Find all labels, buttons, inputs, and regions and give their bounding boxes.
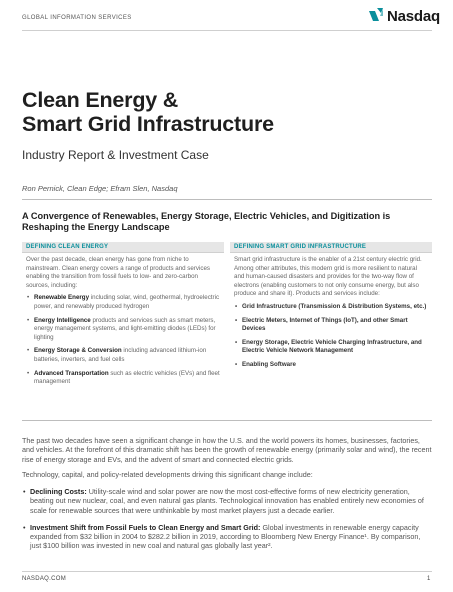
- list-item: • Grid Infrastructure (Transmission & Distribution Systems, etc.): [234, 303, 428, 312]
- page-number: 1: [427, 576, 431, 582]
- section-heading: A Convergence of Renewables, Energy Storage, Electric Vehicles, and Digitization is Reshaping the Energy Landscape: [22, 211, 391, 232]
- clean-energy-box: [22, 242, 224, 392]
- body-paragraph-2: Technology, capital, and policy-related developments driving this significant change include:: [22, 470, 313, 479]
- nasdaq-logo: [368, 7, 440, 25]
- list-item: • Advanced Transportation such as electric vehicles (EVs) and fleet management: [26, 370, 220, 387]
- list-item: • Renewable Energy including solar, wind, geothermal, hydroelectric power, and renewably produced hydrogen: [26, 294, 220, 311]
- list-item: • Energy Storage, Electric Vehicle Charging Infrastructure, and Electric Vehicle Network Management: [234, 339, 428, 356]
- list-item: • Investment Shift from Fossil Fuels to Clean Energy and Smart Grid: Global investments in renewable energy capacity expanded from $32 billion in 2004 to $282.2 billion in 2019, according to Bloomberg New Energy Finance¹. By comparison, just $100 billion was invested in new coal and natural gas globally last year².: [22, 523, 432, 551]
- footer-site: NASDAQ.COM: [22, 576, 67, 582]
- clean-energy-list: [26, 294, 220, 386]
- smart-grid-list: [234, 303, 428, 370]
- smart-grid-intro: Smart grid infrastructure is the enabler of a 21st century electric grid. Among other attributes, this modern grid is more resilient to natural and human-caused disasters and provides for the two-way flow of electrons (enabling customers to not only consume energy, but also produce and share it). Products and services include:: [234, 256, 422, 298]
- list-item: • Energy Intelligence products and services such as smart meters, energy management systems, and light-emitting diodes (LEDs) for lighting: [26, 317, 220, 343]
- list-item: • Energy Storage & Conversion including advanced lithium-ion batteries, inverters, and fuel cells: [26, 347, 220, 364]
- footer-divider: [22, 571, 432, 572]
- nasdaq-chevron-icon: [368, 7, 384, 25]
- page-subtitle: Industry Report & Investment Case: [22, 148, 209, 162]
- smart-grid-box: [230, 242, 432, 375]
- smart-grid-heading: DEFINING SMART GRID INFRASTRUCTURE: [230, 242, 432, 253]
- list-item: • Electric Meters, Internet of Things (IoT), and other Smart Devices: [234, 317, 428, 334]
- page-title: [22, 88, 274, 136]
- header-divider: [22, 30, 432, 31]
- clean-energy-heading: DEFINING CLEAN ENERGY: [22, 242, 224, 253]
- box-divider: [22, 420, 432, 421]
- authors-line: Ron Pernick, Clean Edge; Efram Slen, Nasdaq: [22, 184, 178, 193]
- clean-energy-intro: Over the past decade, clean energy has gone from niche to mainstream. Clean energy covers a range of products and services enabling the transition from fossil fuels to low- and zero-carbon sources, including:: [26, 256, 210, 289]
- authors-divider: [22, 199, 432, 200]
- drivers-list: [22, 487, 432, 559]
- title-line-2: Smart Grid Infrastructure: [22, 112, 274, 136]
- list-item: • Enabling Software: [234, 361, 428, 370]
- logo-wordmark: Nasdaq: [387, 7, 440, 25]
- body-paragraph-1: The past two decades have seen a significant change in how the U.S. and the world powers its homes, businesses, factories, and vehicles. At the forefront of this dramatic shift has been the growth of renewable energy (primarily solar and wind), the recent rise of energy storage and EVs, and the advent of smart and connected electric grids.: [22, 436, 432, 464]
- report-kicker: GLOBAL INFORMATION SERVICES: [22, 15, 132, 21]
- list-item: • Declining Costs: Utility-scale wind and solar power are now the most cost-effective forms of new electricity generation, beating out new nuclear, coal, and even natural gas plants. Technological innovation has enabled entirely new economies of scale for renewable sources that were unthinkable by most market players just a decade earlier.: [22, 487, 432, 515]
- title-line-1: Clean Energy &: [22, 88, 179, 112]
